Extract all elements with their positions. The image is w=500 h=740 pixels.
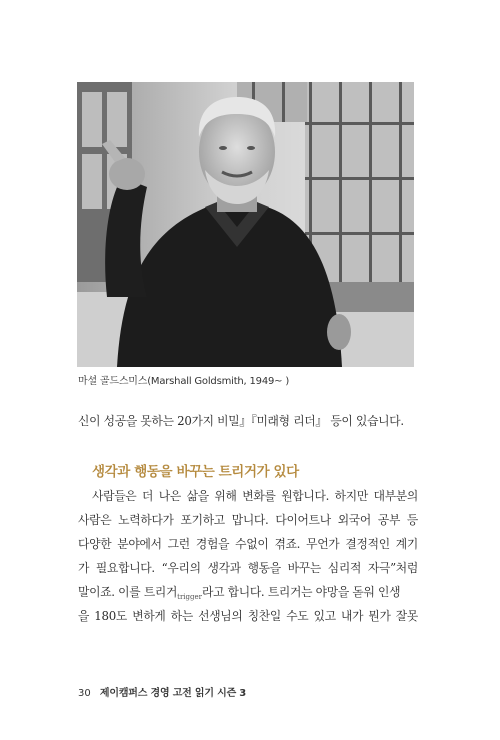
paragraph-line-4: 가 필요합니다. “우리의 생각과 행동을 바꾸는 심리적 자극”처럼	[78, 561, 418, 575]
paragraph-line-5-start: 말이죠. 이를 트리거$_{trigger}$라고 합니다. 트리거는 야망을 돋워 인생	[78, 585, 401, 601]
trigger-annotation: trigger	[177, 593, 202, 601]
page-number: 30	[78, 688, 91, 699]
intro-line: 신이 성공을 못하는 20가지 비밀』『미래형 리더』 등이 있습니다.	[78, 414, 404, 428]
paragraph-line-5	[78, 584, 418, 602]
paragraph-line-6: 을 180도 변하게 하는 선생님의 칭찬일 수도 있고 내가 뭔가 잘못	[78, 609, 418, 623]
paragraph-line-1: 사람들은 더 나은 삶을 위해 변화를 원합니다. 하지만 대부분의	[92, 489, 418, 503]
book-title: 제이캠퍼스 경영 고전 읽기 시즌 3	[99, 688, 247, 699]
photo-caption: 마셜 골드스미스(Marshall Goldsmith, 1949~ )	[78, 376, 290, 387]
section-heading: 생각과 행동을 바꾸는 트리거가 있다	[92, 464, 299, 480]
paragraph-line-2: 사람은 노력하다가 포기하고 맙니다. 다이어트나 외국어 공부 등	[78, 513, 418, 527]
page-footer	[78, 684, 246, 699]
paragraph-line-3: 다양한 분야에서 그런 경험을 수없이 겪죠. 무언가 결정적인 계기	[78, 537, 418, 551]
portrait-illustration	[77, 82, 414, 367]
portrait-photo	[77, 82, 414, 367]
